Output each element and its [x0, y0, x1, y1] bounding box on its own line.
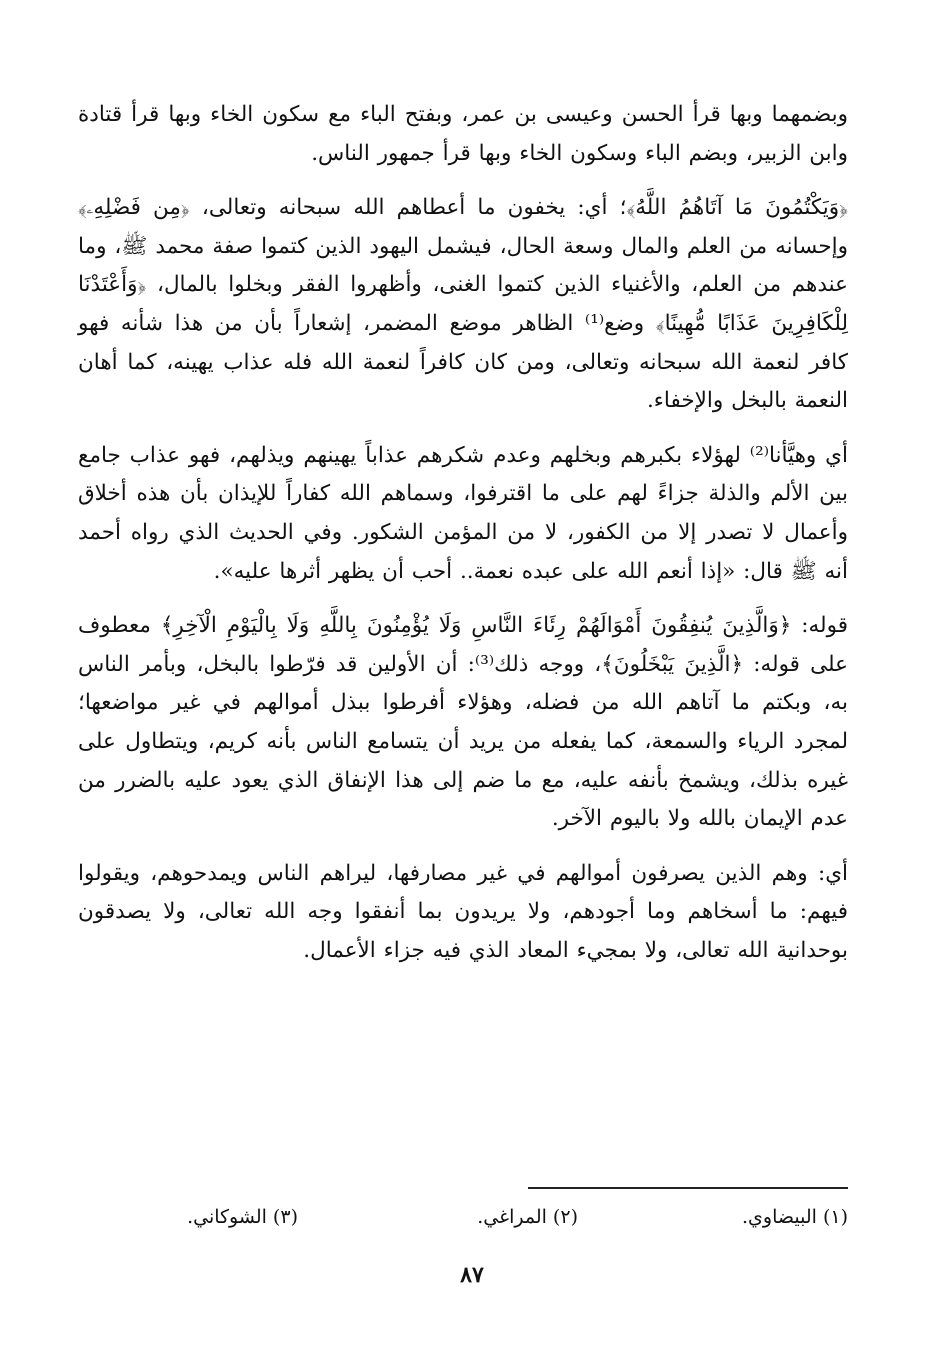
- footnote-3: (٣) الشوكاني.: [187, 1206, 298, 1228]
- paragraph-2: ﴿وَيَكْتُمُونَ مَا آتَاهُمُ اللَّهُ﴾؛ أي: يخفون ما أعطاهم الله سبحانه وتعالى، ﴿مِن فَضْلِهِۦ﴾ وإحسانه من العلم والمال وسعة الحال، فيشمل اليهود الذين كتموا صفة محمد ﷺ، وما عندهم من العلم، والأغنياء الذين كتموا الغنى، وأظهروا الفقر وبخلوا بالمال، ﴿وَأَعْتَدْنَا لِلْكَافِرِينَ عَذَابًا مُّهِينًا﴾ وضع⁽¹⁾ الظاهر موضع المضمر، إشعاراً بأن من هذا شأنه فهو كافر لنعمة الله سبحانه وتعالى، ومن كان كافراً لنعمة الله فله عذاب يهينه، كما أهان النعمة بالبخل والإخفاء.: [78, 195, 848, 414]
- page-number: ٨٧: [460, 1262, 484, 1288]
- footnote-2: (٢) المراغي.: [477, 1206, 578, 1228]
- footnote-divider: [528, 1187, 848, 1189]
- footnote-1: (١) البيضاوي.: [742, 1206, 848, 1228]
- paragraph-4: قوله: ﴿وَالَّذِينَ يُنفِقُونَ أَمْوَالَهُمْ رِئَاءَ النَّاسِ وَلَا يُؤْمِنُونَ بِاللَّهِ وَلَا بِالْيَوْمِ الْآخِرِ﴾ معطوف على قوله: ﴿الَّذِينَ يَبْخَلُونَ﴾، ووجه ذلك⁽³⁾: أن الأولين قد فرّطوا بالبخل، وبأمر الناس به، وبكتم ما آتاهم الله من فضله، وهؤلاء أفرطوا ببذل أموالهم في غير مواضعها؛ لمجرد الرياء والسمعة، كما يفعله من يريد أن يتسامع الناس بأنه كريم، ويتطاول على غيره بذلك، ويشمخ بأنفه عليه، مع ما ضم إلى هذا الإنفاق الذي يعود عليه بالضرر من عدم الإيمان بالله ولا باليوم الآخر.: [78, 613, 849, 832]
- footnotes: [78, 1206, 848, 1240]
- paragraph-5: أي: وهم الذين يصرفون أموالهم في غير مصارفها، ليراهم الناس ويمدحوهم، ويقولوا فيهم: ما أسخاهم وما أجودهم، ولا يريدون بما أنفقوا وجه الله تعالى، ولا يصدقون بوحدانية الله تعالى، ولا بمجيء المعاد الذي فيه جزاء الأعمال.: [78, 860, 848, 963]
- page-body: [78, 96, 848, 970]
- paragraph-1: وبضمهما وبها قرأ الحسن وعيسى بن عمر، وبفتح الباء مع سكون الخاء وبها قرأ قتادة وابن الزبير، وبضم الباء وسكون الخاء وبها قرأ جمهور الناس.: [78, 102, 848, 166]
- paragraph-3: أي وهيَّأنا⁽²⁾ لهؤلاء بكبرهم وبخلهم وعدم شكرهم عذاباً يهينهم ويذلهم، فهو عذاب جامع بين الألم والذلة جزاءً لهم على ما اقترفوا، وسماهم الله كفاراً للإيذان بأن هذه أخلاق وأعمال لا تصدر إلا من الكفور، لا من المؤمن الشكور. وفي الحديث الذي رواه أحمد أنه ﷺ قال: «إذا أنعم الله على عبده نعمة.. أحب أن يظهر أثرها عليه».: [78, 442, 848, 584]
